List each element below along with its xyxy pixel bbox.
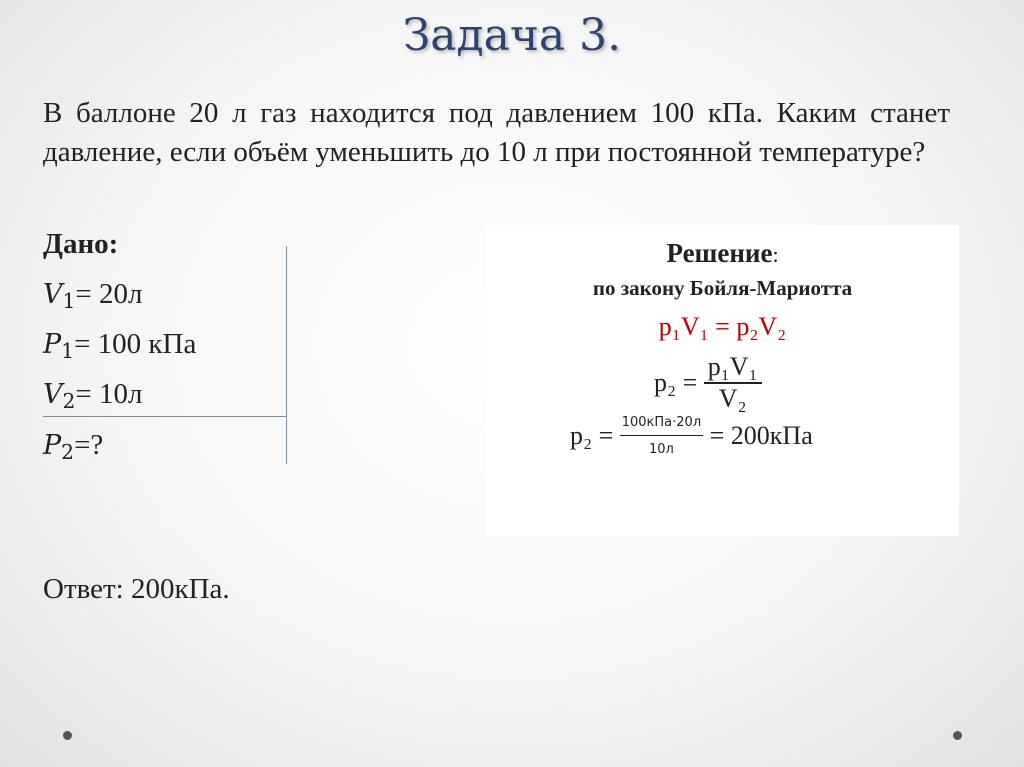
boyle-mariotte-equation: p₁V₁ = p₂V₂ [658,312,787,341]
given-row-p1 [43,328,197,364]
pressure-calculation [570,415,813,457]
given-sub: 2 [62,389,76,414]
given-sub: 1 [62,289,76,314]
calc-lhs: p₂ = [570,421,614,450]
given-divider-vertical [286,246,287,464]
calc-denominator: 10л [649,442,674,457]
given-var: P [43,329,62,360]
given-sub: 2 [61,440,75,465]
given-var: V [43,379,63,410]
given-var: P [43,430,62,461]
slide-corner-dot-right [953,731,962,740]
problem-text: В баллоне 20 л газ находится под давлением 100 кПа. Каким станет давление, если объём уменьшить до 10 л при постоянной температуре? [43,97,950,168]
given-value: = 100 кПа [74,328,197,360]
given-heading: Дано: [43,228,119,260]
formula-fraction [704,352,762,414]
slide-title: Задача 3. [402,10,622,61]
given-sub: 1 [61,339,75,364]
fraction-numerator: p₁V₁ [707,352,758,381]
solution-title [486,238,959,269]
given-row-v2 [43,378,143,414]
solution-title-text: Решение [666,238,773,268]
solution-panel [486,225,959,536]
solution-title-colon: : [772,242,779,267]
calc-result: = 200кПа [709,421,813,450]
given-row-p2 [43,429,104,465]
fraction-denominator: V₂ [718,384,747,413]
calc-fraction [620,415,703,457]
given-value: = 10л [75,378,143,410]
solution-law: по закону Бойля-Мариотта [592,276,853,300]
given-value: = 20л [75,278,143,310]
given-divider-horizontal [43,416,287,417]
given-value: =? [74,429,104,461]
answer-text: Ответ: 200кПа. [43,573,230,605]
calc-numerator: 100кПа·20л [621,415,702,430]
formula-lhs: p₂ = [654,368,698,397]
slide-corner-dot-left [63,731,72,740]
pressure-formula [654,352,762,414]
given-row-v1 [43,278,143,314]
given-var: V [43,279,63,310]
